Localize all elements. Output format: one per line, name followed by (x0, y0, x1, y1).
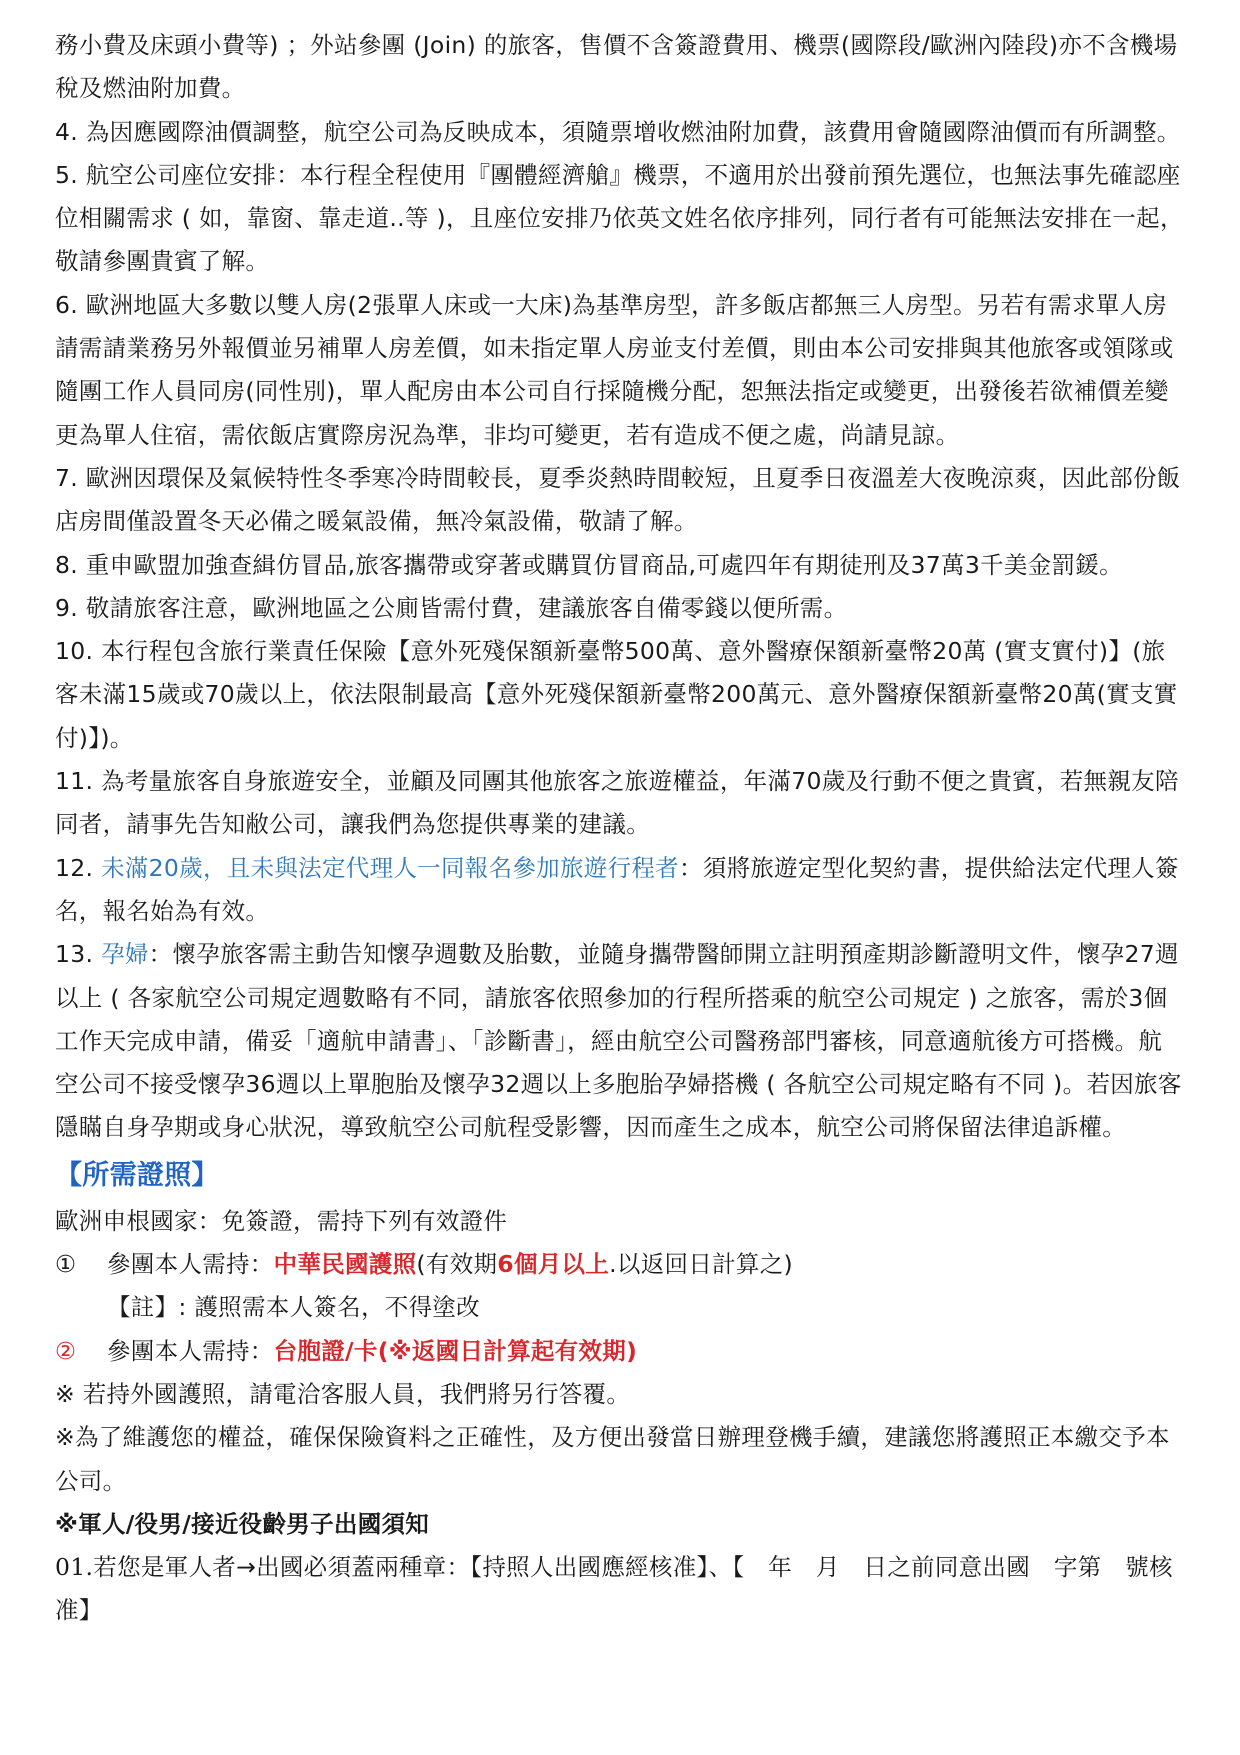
list-item-9: 9. 敬請旅客注意，歐洲地區之公廁皆需付費，建議旅客自備零錢以便所需。 (55, 593, 848, 622)
list-item-12-text: ：須將旅遊定型化契約書，提供給法定代理人簽名，報名始為有效。 (55, 853, 1179, 925)
circled-two-marker: ② (55, 1336, 77, 1365)
list-number: 01. (55, 1553, 94, 1582)
section-heading-documents: 【所需證照】 (55, 1159, 219, 1191)
validity-suffix: .以返回日計算之) (609, 1250, 793, 1279)
circled-one-marker: ① (55, 1250, 77, 1279)
document-page (55, 24, 1185, 1633)
list-item-8: 8. 重申歐盟加強查緝仿冒品,旅客攜帶或穿著或購買仿冒商品,可處四年有期徒刑及37萬3千美金罰鍰。 (55, 550, 1123, 579)
documents-item-1 (55, 1243, 1185, 1286)
military-notice-item-1-text: 若您是軍人者→出國必須蓋兩種章：【持照人出國應經核准】、【 年 月 日之前同意出國 字第 號核准】 (55, 1553, 1173, 1625)
list-item-4: 4. 為因應國際油價調整，航空公司為反映成本，須隨票增收燃油附加費，該費用會隨國際油價而有所調整。 (55, 117, 1181, 146)
passport-highlight: 中華民國護照 (273, 1250, 417, 1279)
validity-highlight: 6個月以上 (497, 1250, 610, 1279)
list-item-10: 10. 本行程包含旅行業責任保險【意外死殘保額新臺幣500萬、意外醫療保額新臺幣20萬 (實支實付)】(旅客未滿15歲或70歲以上，依法限制最高【意外死殘保額新臺幣200萬元、意外醫療保額新臺幣20萬(實支實付)】)。 (55, 637, 1178, 752)
list-number: 13. (55, 940, 94, 969)
foreign-passport-note: ※ 若持外國護照，請電洽客服人員，我們將另行答覆。 (55, 1379, 631, 1408)
documents-item-2-prefix: 參團本人需持： (107, 1336, 274, 1365)
list-number: 12. (55, 853, 94, 882)
list-item-7: 7. 歐洲因環保及氣候特性冬季寒冷時間較長，夏季炎熱時間較短，且夏季日夜溫差大夜晚涼爽，因此部份飯店房間僅設置冬天必備之暖氣設備，無冷氣設備，敬請了解。 (55, 463, 1181, 536)
list-item-13-text: ：懷孕旅客需主動告知懷孕週數及胎數，並隨身攜帶醫師開立註明預產期診斷證明文件，懷孕27週以上 ( 各家航空公司規定週數略有不同，請旅客依照參加的行程所搭乘的航空公司規定 ) 之旅客，需於3個工作天完成申請，備妥「適航申請書」、「診斷書」，經由航空公司醫務部門審核，同意適航後方可搭機。航空公司不接受懷孕36週以上單胞胎及懷孕32週以上多胞胎孕婦搭機 ( 各航空公司規定略有不同 )。若因旅客隱瞞自身孕期或身心狀況，導致航空公司航程受影響，因而產生之成本，航空公司將保留法律追訴權。 (55, 940, 1182, 1142)
military-notice-item-1 (55, 1546, 1185, 1633)
taiwan-compatriot-permit-highlight: 台胞證/卡(※返國日計算起有效期) (273, 1336, 638, 1365)
passport-note: 【註】: 護照需本人簽名，不得塗改 (107, 1293, 480, 1322)
paragraph-fees-continued: 務小費及床頭小費等) ；外站參團 (Join) 的旅客，售價不含簽證費用、機票(國際段/歐洲內陸段)亦不含機場稅及燃油附加費。 (55, 31, 1178, 103)
military-notice-title: ※軍人/役男/接近役齡男子出國須知 (55, 1509, 430, 1538)
list-item-11: 11. 為考量旅客自身旅遊安全，並顧及同團其他旅客之旅遊權益，年滿70歲及行動不便之貴賓，若無親友陪同者，請事先告知敝公司，讓我們為您提供專業的建議。 (55, 767, 1179, 839)
documents-item-1-prefix: 參團本人需持： (107, 1250, 274, 1279)
passport-submission-note: ※為了維護您的權益，確保保險資料之正確性，及方便出發當日辦理登機手續，建議您將護照正本繳交予本公司。 (55, 1423, 1170, 1495)
pregnant-highlight: 孕婦 (101, 940, 149, 969)
list-item-13 (55, 933, 1185, 1149)
minor-travel-highlight: 未滿20歲，且未與法定代理人一同報名參加旅遊行程者 (101, 853, 679, 882)
documents-item-2 (55, 1330, 1185, 1373)
validity-prefix: (有效期 (416, 1250, 498, 1279)
list-item-6: 6. 歐洲地區大多數以雙人房(2張單人床或一大床)為基準房型，許多飯店都無三人房型。另若有需求單人房請需請業務另外報價並另補單人房差價，如未指定單人房並支付差價，則由本公司安排與其他旅客或領隊或隨團工作人員同房(同性別)，單人配房由本公司自行採隨機分配，恕無法指定或變更，出發後若欲補價差變更為單人住宿，需依飯店實際房況為準，非均可變更，若有造成不便之處，尚請見諒。 (55, 290, 1174, 449)
documents-intro: 歐洲申根國家：免簽證，需持下列有效證件 (55, 1206, 508, 1235)
list-item-12 (55, 847, 1185, 934)
list-item-5: 5. 航空公司座位安排：本行程全程使用『團體經濟艙』機票，不適用於出發前預先選位，也無法事先確認座位相關需求 ( 如，靠窗、靠走道..等 )，且座位安排乃依英文姓名依序排列，同行者有可能無法安排在一起，敬請參團貴賓了解。 (55, 160, 1184, 276)
